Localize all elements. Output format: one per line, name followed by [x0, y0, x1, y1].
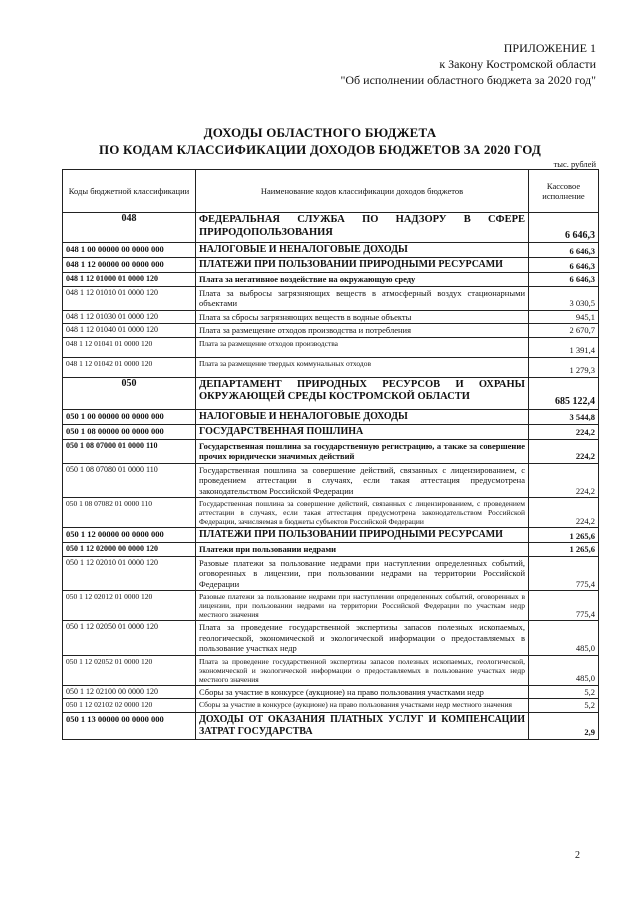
page-number: 2	[575, 850, 580, 861]
row-name: ПЛАТЕЖИ ПРИ ПОЛЬЗОВАНИИ ПРИРОДНЫМИ РЕСУРСАМИ	[196, 528, 529, 543]
row-code: 048 1 00 00000 00 0000 000	[63, 243, 196, 258]
table-row	[63, 424, 599, 439]
title-line-1: ДОХОДЫ ОБЛАСТНОГО БЮДЖЕТА	[203, 125, 437, 140]
row-amount: 945,1	[529, 310, 599, 324]
title-line-2: ПО КОДАМ КЛАССИФИКАЦИИ ДОХОДОВ БЮДЖЕТОВ ЗА 2020 ГОД	[98, 142, 542, 157]
table-row	[63, 591, 599, 621]
row-name: Плата за сбросы загрязняющих веществ в водные объекты	[196, 310, 529, 324]
row-amount: 6 646,3	[529, 258, 599, 273]
row-amount: 685 122,4	[529, 377, 599, 409]
row-code: 048 1 12 01042 01 0000 120	[63, 357, 196, 377]
table-row	[63, 498, 599, 528]
document-title	[0, 124, 640, 158]
row-amount: 485,0	[529, 621, 599, 656]
table-row	[63, 324, 599, 338]
row-code: 050 1 12 02100 00 0000 120	[63, 685, 196, 699]
row-code: 050 1 13 00000 00 0000 000	[63, 712, 196, 739]
row-name: Плата за размещение твердых коммунальных отходов	[196, 357, 529, 377]
row-code: 048 1 12 01010 01 0000 120	[63, 286, 196, 310]
row-name: Государственная пошлина за совершение действий, связанных с лицензированием, с проведением аттестации в случаях, если такая аттестация предусмотрена законодательством Российской Федерации, зачисляемая в бюджеты субъектов Российской Федерации	[196, 498, 529, 528]
row-name: Государственная пошлина за государственную регистрацию, а также за совершение прочих юридически значимых действий	[196, 439, 529, 463]
table-row	[63, 243, 599, 258]
appendix-header	[340, 40, 596, 88]
row-name: Плата за проведение государственной экспертизы запасов полезных ископаемых, геологической, экономической и экологической информации о предоставляемых в пользование участках недр	[196, 621, 529, 656]
row-code: 048 1 12 01040 01 0000 120	[63, 324, 196, 338]
row-amount: 224,2	[529, 463, 599, 498]
row-amount: 2 670,7	[529, 324, 599, 338]
row-name: Платежи при пользовании недрами	[196, 543, 529, 557]
row-amount: 775,4	[529, 556, 599, 591]
row-code: 048 1 12 00000 00 0000 000	[63, 258, 196, 273]
row-name: ДЕПАРТАМЕНТ ПРИРОДНЫХ РЕСУРСОВ И ОХРАНЫ ОКРУЖАЮЩЕЙ СРЕДЫ КОСТРОМСКОЙ ОБЛАСТИ	[196, 377, 529, 409]
table-row	[63, 337, 599, 357]
appendix-line-3: "Об исполнении областного бюджета за 2020 год"	[340, 73, 596, 87]
row-code: 050 1 12 02102 02 0000 120	[63, 699, 196, 713]
row-name: Плата за проведение государственной экспертизы запасов полезных ископаемых, геологической, экономической и экологической информации о предоставляемых в пользование участках недр местного значения	[196, 655, 529, 685]
row-name: ПЛАТЕЖИ ПРИ ПОЛЬЗОВАНИИ ПРИРОДНЫМИ РЕСУРСАМИ	[196, 258, 529, 273]
table-row	[63, 310, 599, 324]
row-code: 050	[63, 377, 196, 409]
row-name: Плата за размещение отходов производства и потребления	[196, 324, 529, 338]
row-amount: 1 265,6	[529, 528, 599, 543]
table-row	[63, 258, 599, 273]
row-name: Разовые платежи за пользование недрами при наступлении определенных событий, оговоренных в лицензии, при пользовании недрами на территории Российской Федерации по участкам недр местного значения	[196, 591, 529, 621]
row-code: 048 1 12 01041 01 0000 120	[63, 337, 196, 357]
table-row	[63, 439, 599, 463]
row-code: 050 1 08 07080 01 0000 110	[63, 463, 196, 498]
row-amount: 1 279,3	[529, 357, 599, 377]
row-name: Государственная пошлина за совершение действий, связанных с лицензированием, с проведением аттестации в случаях, если такая аттестация предусмотрена законодательством Российской Федерации	[196, 463, 529, 498]
row-code: 050 1 12 00000 00 0000 000	[63, 528, 196, 543]
row-amount: 775,4	[529, 591, 599, 621]
row-code: 050 1 12 02052 01 0000 120	[63, 655, 196, 685]
row-amount: 224,2	[529, 424, 599, 439]
row-code: 050 1 12 02010 01 0000 120	[63, 556, 196, 591]
table-row	[63, 286, 599, 310]
table-row	[63, 463, 599, 498]
row-name: Плата за размещение отходов производства	[196, 337, 529, 357]
row-code: 050 1 08 07000 01 0000 110	[63, 439, 196, 463]
table-row	[63, 685, 599, 699]
row-code: 050 1 12 02050 01 0000 120	[63, 621, 196, 656]
table-row	[63, 409, 599, 424]
appendix-line-1: ПРИЛОЖЕНИЕ 1	[503, 41, 596, 55]
row-code: 048 1 12 01000 01 0000 120	[63, 273, 196, 287]
row-amount: 5,2	[529, 699, 599, 713]
table-row	[63, 621, 599, 656]
row-amount: 224,2	[529, 439, 599, 463]
table-row	[63, 357, 599, 377]
row-name: Разовые платежи за пользование недрами при наступлении определенных событий, оговоренных в лицензии, при пользовании недрами на территории Российской Федерации	[196, 556, 529, 591]
units-label: тыс. рублей	[553, 159, 596, 169]
row-amount: 5,2	[529, 685, 599, 699]
row-amount: 3 544,8	[529, 409, 599, 424]
row-code: 050 1 12 02000 00 0000 120	[63, 543, 196, 557]
revenue-table	[62, 169, 599, 740]
row-amount: 1 391,4	[529, 337, 599, 357]
row-code: 050 1 00 00000 00 0000 000	[63, 409, 196, 424]
row-code: 048	[63, 213, 196, 243]
table-row	[63, 528, 599, 543]
row-name: ФЕДЕРАЛЬНАЯ СЛУЖБА ПО НАДЗОРУ В СФЕРЕ ПРИРОДОПОЛЬЗОВАНИЯ	[196, 213, 529, 243]
table-row	[63, 556, 599, 591]
row-amount: 6 646,3	[529, 273, 599, 287]
header-amount: Кассовое исполнение	[529, 170, 599, 213]
row-code: 050 1 08 07082 01 0000 110	[63, 498, 196, 528]
header-code: Коды бюджетной классификации	[63, 170, 196, 213]
row-amount: 6 646,3	[529, 213, 599, 243]
row-amount: 2,9	[529, 712, 599, 739]
row-name: Сборы за участие в конкурсе (аукционе) на право пользования участками недр	[196, 685, 529, 699]
table-row	[63, 213, 599, 243]
row-name: ДОХОДЫ ОТ ОКАЗАНИЯ ПЛАТНЫХ УСЛУГ И КОМПЕНСАЦИИ ЗАТРАТ ГОСУДАРСТВА	[196, 712, 529, 739]
row-code: 048 1 12 01030 01 0000 120	[63, 310, 196, 324]
header-name: Наименование кодов классификации доходов бюджетов	[196, 170, 529, 213]
row-code: 050 1 12 02012 01 0000 120	[63, 591, 196, 621]
row-code: 050 1 08 00000 00 0000 000	[63, 424, 196, 439]
table-row	[63, 377, 599, 409]
row-amount: 6 646,3	[529, 243, 599, 258]
row-name: Плата за негативное воздействие на окружающую среду	[196, 273, 529, 287]
table-row	[63, 699, 599, 713]
row-amount: 485,0	[529, 655, 599, 685]
row-amount: 224,2	[529, 498, 599, 528]
row-name: Сборы за участие в конкурсе (аукционе) на право пользования участками недр местного значения	[196, 699, 529, 713]
row-amount: 1 265,6	[529, 543, 599, 557]
row-name: ГОСУДАРСТВЕННАЯ ПОШЛИНА	[196, 424, 529, 439]
appendix-line-2: к Закону Костромской области	[439, 57, 596, 71]
table-row	[63, 712, 599, 739]
row-name: Плата за выбросы загрязняющих веществ в атмосферный воздух стационарными объектами	[196, 286, 529, 310]
row-name: НАЛОГОВЫЕ И НЕНАЛОГОВЫЕ ДОХОДЫ	[196, 243, 529, 258]
row-amount: 3 030,5	[529, 286, 599, 310]
table-row	[63, 543, 599, 557]
row-name: НАЛОГОВЫЕ И НЕНАЛОГОВЫЕ ДОХОДЫ	[196, 409, 529, 424]
table-row	[63, 655, 599, 685]
table-header-row	[63, 170, 599, 213]
table-row	[63, 273, 599, 287]
